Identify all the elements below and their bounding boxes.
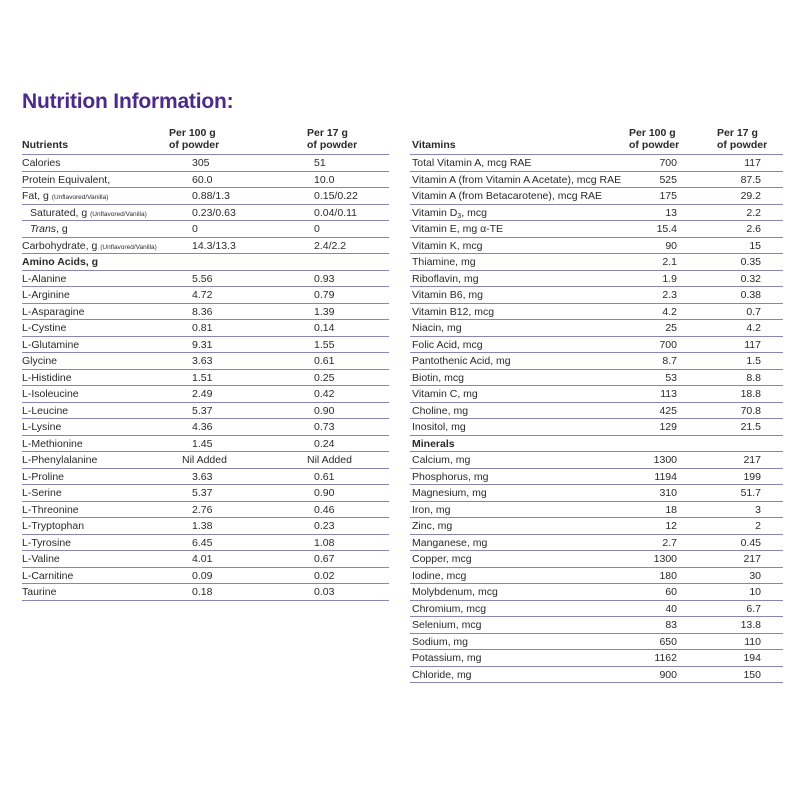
row-label: Folic Acid, mcg	[412, 338, 483, 351]
table-row	[22, 469, 389, 486]
table-row	[410, 188, 783, 205]
per-17g-value: 10	[749, 586, 761, 598]
row-label: Vitamin C, mg	[412, 388, 478, 400]
header-per-100g-line1: Per 100 g	[169, 127, 216, 139]
per-17g-value: 2.4/2.2	[314, 239, 347, 252]
table-row	[410, 304, 783, 321]
per-17g-value: 0.35	[740, 256, 761, 268]
per-100g-value: 9.31	[192, 338, 213, 351]
per-17g-value: 217	[743, 454, 761, 466]
row-label: Amino Acids, g	[22, 256, 99, 268]
per-100g-value: 4.01	[192, 553, 213, 565]
per-17g-value: 3	[755, 503, 761, 516]
row-label: Vitamin $D_3$, mcg	[412, 206, 487, 220]
per-17g-value: 0.25	[314, 371, 335, 384]
row-label: Carbohydrate, g (Unflavored/Vanilla)	[22, 239, 157, 252]
per-17g-value: 0.90	[314, 487, 335, 499]
row-label: Iron, mg	[412, 503, 451, 516]
row-label: L-Serine	[22, 487, 62, 499]
row-label-italic: Trans	[30, 223, 57, 235]
per-17g-value: 4.2	[746, 322, 761, 334]
row-label: Vitamin E, mg α-TE	[412, 223, 504, 235]
per-100g-value: Nil Added	[182, 454, 227, 466]
per-100g-value: 8.7	[662, 355, 677, 367]
row-label: Riboflavin, mg	[412, 272, 479, 285]
table-row	[22, 485, 389, 502]
per-100g-value: 15.4	[656, 223, 677, 235]
per-100g-value: 1194	[654, 470, 677, 483]
per-17g-value: 0.73	[314, 421, 335, 433]
per-100g-value: 175	[659, 190, 677, 202]
table-row	[22, 287, 389, 304]
per-17g-value: 1.55	[314, 338, 335, 351]
table-row	[22, 436, 389, 453]
table-row	[410, 221, 783, 238]
row-label: Saturated, g (Unflavored/Vanilla)	[30, 206, 147, 219]
per-17g-value: Nil Added	[307, 454, 352, 466]
per-100g-value: 5.37	[192, 487, 213, 499]
per-17g-value: 0.90	[314, 404, 335, 417]
per-17g-value: 21.5	[740, 421, 761, 433]
row-label: L-Alanine	[22, 272, 67, 285]
per-100g-value: 0.81	[192, 322, 213, 334]
header-vitamins: Vitamins	[412, 139, 456, 151]
per-100g-value: 18	[665, 503, 677, 516]
header-per-17g-line1: Per 17 g	[717, 127, 758, 139]
per-17g-value: 117	[744, 157, 761, 169]
table-row	[22, 452, 389, 469]
per-17g-value: 194	[743, 652, 761, 664]
per-17g-value: 0.32	[740, 272, 761, 285]
per-17g-value: 0.04/0.11	[314, 206, 358, 219]
table-row	[22, 271, 389, 288]
per-100g-value: 700	[659, 157, 677, 169]
header-per-17g-line2: of powder	[717, 139, 768, 151]
per-100g-value: 14.3/13.3	[192, 239, 236, 252]
row-label: L-Proline	[22, 470, 65, 483]
per-17g-value: 1.08	[314, 536, 335, 549]
row-label: Chloride, mg	[412, 668, 472, 681]
per-100g-value: 310	[659, 487, 677, 499]
per-100g-value: 2.76	[192, 503, 213, 516]
row-label: Molybdenum, mcg	[412, 586, 498, 598]
per-17g-value: 217	[743, 553, 761, 565]
table-row	[410, 320, 783, 337]
per-17g-value: 0.45	[740, 536, 761, 549]
row-label: Calories	[22, 157, 61, 169]
table-row	[22, 535, 389, 552]
table-row	[22, 502, 389, 519]
per-100g-value: 5.56	[192, 272, 213, 285]
row-label: Vitamin K, mcg	[412, 239, 483, 252]
row-label: L-Carnitine	[22, 569, 74, 582]
per-100g-value: 1.51	[192, 371, 213, 384]
row-label: Phosphorus, mg	[412, 470, 489, 483]
row-label: Thiamine, mg	[412, 256, 476, 268]
table-row	[410, 617, 783, 634]
table-row	[410, 155, 783, 172]
table-row	[410, 568, 783, 585]
table-row	[410, 172, 783, 189]
table-row	[410, 452, 783, 469]
per-17g-value: 70.8	[740, 404, 761, 417]
per-100g-value: 1300	[653, 454, 677, 466]
per-100g-value: 8.36	[192, 305, 213, 318]
row-label: Niacin, mg	[412, 322, 462, 334]
header-per-100g-line1: Per 100 g	[629, 127, 676, 139]
per-100g-value: 13	[665, 206, 677, 219]
per-100g-value: 305	[192, 157, 210, 169]
table-row	[410, 535, 783, 552]
row-label: L-Tyrosine	[22, 536, 72, 549]
row-label-subscript: 3	[457, 212, 462, 220]
row-note: (Unflavored/Vanilla)	[90, 210, 147, 218]
row-label: Chromium, mcg	[412, 602, 487, 615]
per-100g-value: 4.2	[662, 305, 677, 318]
table-row	[22, 238, 389, 255]
header-per-17g-line1: Per 17 g	[307, 127, 348, 139]
row-label: L-Histidine	[22, 371, 72, 384]
per-17g-value: 2.6	[746, 223, 761, 235]
row-label: Fat, g (Unflavored/Vanilla)	[22, 190, 109, 202]
per-100g-value: 2.7	[662, 536, 677, 549]
per-100g-value: 83	[665, 619, 677, 631]
row-label: L-Tryptophan	[22, 520, 85, 532]
table-row	[22, 320, 389, 337]
table-row	[22, 188, 389, 205]
per-100g-value: 1.45	[192, 437, 213, 450]
table-row	[410, 287, 783, 304]
table-row	[410, 386, 783, 403]
per-100g-value: 60	[665, 586, 677, 598]
row-label: Biotin, mcg	[412, 371, 464, 384]
per-100g-value: 425	[659, 404, 677, 417]
row-note: (Unflavored/Vanilla)	[51, 194, 109, 201]
per-17g-value: 0.38	[740, 289, 761, 301]
per-100g-value: 0.18	[192, 586, 213, 598]
table-row	[22, 386, 389, 403]
per-17g-value: 150	[743, 668, 761, 681]
vitamins-table-header	[410, 123, 783, 155]
per-17g-value: 0.15/0.22	[314, 190, 358, 202]
row-label: Choline, mg	[412, 404, 469, 417]
table-row	[410, 403, 783, 420]
per-17g-value: 0.79	[314, 289, 335, 301]
per-100g-value: 1162	[654, 652, 677, 664]
row-label: L-Methionine	[22, 437, 83, 450]
per-100g-value: 900	[659, 668, 677, 681]
header-per-17g	[307, 127, 357, 151]
row-label: Selenium, mcg	[412, 619, 482, 631]
nutrients-table-body	[22, 155, 389, 601]
table-row	[22, 551, 389, 568]
table-row	[22, 584, 389, 601]
per-17g-value: 110	[744, 635, 761, 648]
per-17g-value: 1.5	[746, 355, 761, 367]
table-row	[410, 485, 783, 502]
per-100g-value: 12	[665, 520, 677, 532]
per-100g-value: 90	[665, 239, 677, 252]
table-row	[22, 172, 389, 189]
per-100g-value: 4.72	[192, 289, 213, 301]
per-17g-value: 8.8	[746, 371, 761, 384]
row-label: L-Phenylalanine	[22, 454, 98, 466]
header-per-100g-line2: of powder	[629, 139, 680, 151]
per-17g-value: 13.8	[740, 619, 761, 631]
row-label: Vitamin B12, mcg	[412, 305, 495, 318]
per-17g-value: 51.7	[740, 487, 761, 499]
per-17g-value: 0.67	[314, 553, 335, 565]
per-100g-value: 0	[192, 223, 198, 235]
table-row	[22, 221, 389, 238]
per-17g-value: 1.39	[314, 305, 335, 318]
per-100g-value: 2.1	[662, 256, 677, 268]
table-row	[410, 337, 783, 354]
table-row	[22, 155, 389, 172]
per-100g-value: 2.49	[192, 388, 213, 400]
header-per-100g	[629, 127, 679, 151]
per-17g-value: 0.03	[314, 586, 335, 598]
row-label: L-Threonine	[22, 503, 79, 516]
per-17g-value: 18.8	[740, 388, 761, 400]
per-100g-value: 650	[659, 635, 677, 648]
table-row	[410, 667, 783, 684]
per-17g-value: 0	[314, 223, 320, 235]
row-label: Glycine	[22, 355, 58, 367]
row-label: Taurine	[22, 586, 57, 598]
table-row	[22, 518, 389, 535]
header-per-100g	[169, 127, 219, 151]
per-100g-value: 40	[665, 602, 677, 615]
per-17g-value: 15	[749, 239, 761, 252]
per-17g-value: 2	[755, 520, 761, 532]
table-row	[410, 419, 783, 436]
per-100g-value: 6.45	[192, 536, 213, 549]
per-100g-value: 700	[659, 338, 677, 351]
page-title: Nutrition Information:	[22, 90, 234, 113]
per-17g-value: 29.2	[740, 190, 761, 202]
per-17g-value: 0.93	[314, 272, 335, 285]
row-label: L-Valine	[22, 553, 60, 565]
table-row	[410, 254, 783, 271]
per-100g-value: 113	[660, 388, 677, 400]
table-row	[22, 419, 389, 436]
per-17g-value: 0.14	[314, 322, 335, 334]
table-row	[410, 650, 783, 667]
per-17g-value: 2.2	[746, 206, 761, 219]
per-100g-value: 53	[665, 371, 677, 384]
per-100g-value: 180	[659, 569, 677, 582]
row-label: Minerals	[412, 437, 455, 450]
per-17g-value: 199	[743, 470, 761, 483]
table-row	[410, 271, 783, 288]
table-row	[22, 304, 389, 321]
table-row	[410, 634, 783, 651]
header-per-17g-line2: of powder	[307, 139, 358, 151]
per-100g-value: 5.37	[192, 404, 213, 417]
per-100g-value: 129	[659, 421, 677, 433]
table-row	[22, 254, 389, 271]
table-row	[410, 469, 783, 486]
per-17g-value: 0.46	[314, 503, 335, 516]
table-row	[410, 238, 783, 255]
row-note: (Unflavored/Vanilla)	[100, 243, 157, 251]
vitamins-table-body	[410, 155, 783, 683]
per-17g-value: 6.7	[746, 602, 761, 615]
row-label: Sodium, mg	[412, 635, 469, 648]
per-17g-value: 117	[744, 338, 761, 351]
table-row	[22, 353, 389, 370]
per-100g-value: 4.36	[192, 421, 213, 433]
table-row	[410, 353, 783, 370]
row-label: Protein Equivalent,	[22, 173, 111, 186]
per-17g-value: 51	[314, 157, 326, 169]
per-100g-value: 25	[665, 322, 677, 334]
row-label: Total Vitamin A, mcg RAE	[412, 157, 532, 169]
per-17g-value: 0.61	[314, 470, 335, 483]
row-label: L-Cystine	[22, 322, 67, 334]
per-100g-value: 1.38	[192, 520, 213, 532]
row-label: L-Isoleucine	[22, 388, 79, 400]
table-row	[410, 502, 783, 519]
per-17g-value: 10.0	[314, 173, 335, 186]
row-label: Inositol, mg	[412, 421, 466, 433]
row-label: L-Lysine	[22, 421, 62, 433]
row-label: Magnesium, mg	[412, 487, 487, 499]
vitamins-table	[410, 123, 783, 683]
per-17g-value: 0.24	[314, 437, 335, 450]
per-100g-value: 1300	[653, 553, 677, 565]
row-label: Trans, g	[30, 223, 68, 235]
header-per-100g-line2: of powder	[169, 139, 220, 151]
per-100g-value: 60.0	[192, 173, 213, 186]
row-label: Iodine, mcg	[412, 569, 467, 582]
table-row	[410, 518, 783, 535]
per-100g-value: 3.63	[192, 470, 213, 483]
table-row	[22, 370, 389, 387]
table-row	[410, 584, 783, 601]
header-per-17g	[717, 127, 767, 151]
per-17g-value: 0.23	[314, 520, 335, 532]
per-17g-value: 30	[749, 569, 761, 582]
row-label: Vitamin B6, mg	[412, 289, 484, 301]
row-label: L-Glutamine	[22, 338, 80, 351]
per-17g-value: 0.42	[314, 388, 335, 400]
table-row	[410, 205, 783, 222]
table-row	[22, 337, 389, 354]
header-nutrients: Nutrients	[22, 139, 69, 151]
row-label: Manganese, mg	[412, 536, 488, 549]
row-label: Potassium, mg	[412, 652, 482, 664]
table-row	[410, 436, 783, 453]
table-row	[22, 403, 389, 420]
table-row	[410, 551, 783, 568]
per-100g-value: 1.9	[662, 272, 677, 285]
table-row	[22, 568, 389, 585]
per-17g-value: 0.61	[314, 355, 335, 367]
per-100g-value: 3.63	[192, 355, 213, 367]
row-label: L-Arginine	[22, 289, 70, 301]
row-label: Zinc, mg	[412, 520, 453, 532]
row-label: L-Leucine	[22, 404, 69, 417]
row-label: Copper, mcg	[412, 553, 472, 565]
table-row	[410, 370, 783, 387]
nutrients-table	[22, 123, 389, 601]
per-17g-value: 87.5	[740, 173, 761, 186]
per-100g-value: 2.3	[662, 289, 677, 301]
row-label: L-Asparagine	[22, 305, 85, 318]
nutrients-table-header	[22, 123, 389, 155]
table-row	[410, 601, 783, 618]
row-label: Vitamin A (from Betacarotene), mcg RAE	[412, 190, 603, 202]
per-17g-value: 0.7	[746, 305, 761, 318]
per-100g-value: 0.23/0.63	[192, 206, 236, 219]
row-label: Calcium, mg	[412, 454, 471, 466]
row-label: Pantothenic Acid, mg	[412, 355, 511, 367]
row-label: Vitamin A (from Vitamin A Acetate), mcg RAE	[412, 173, 622, 186]
per-100g-value: 525	[659, 173, 677, 186]
table-row	[22, 205, 389, 222]
per-100g-value: 0.88/1.3	[192, 190, 230, 202]
per-100g-value: 0.09	[192, 569, 213, 582]
per-17g-value: 0.02	[314, 569, 335, 582]
